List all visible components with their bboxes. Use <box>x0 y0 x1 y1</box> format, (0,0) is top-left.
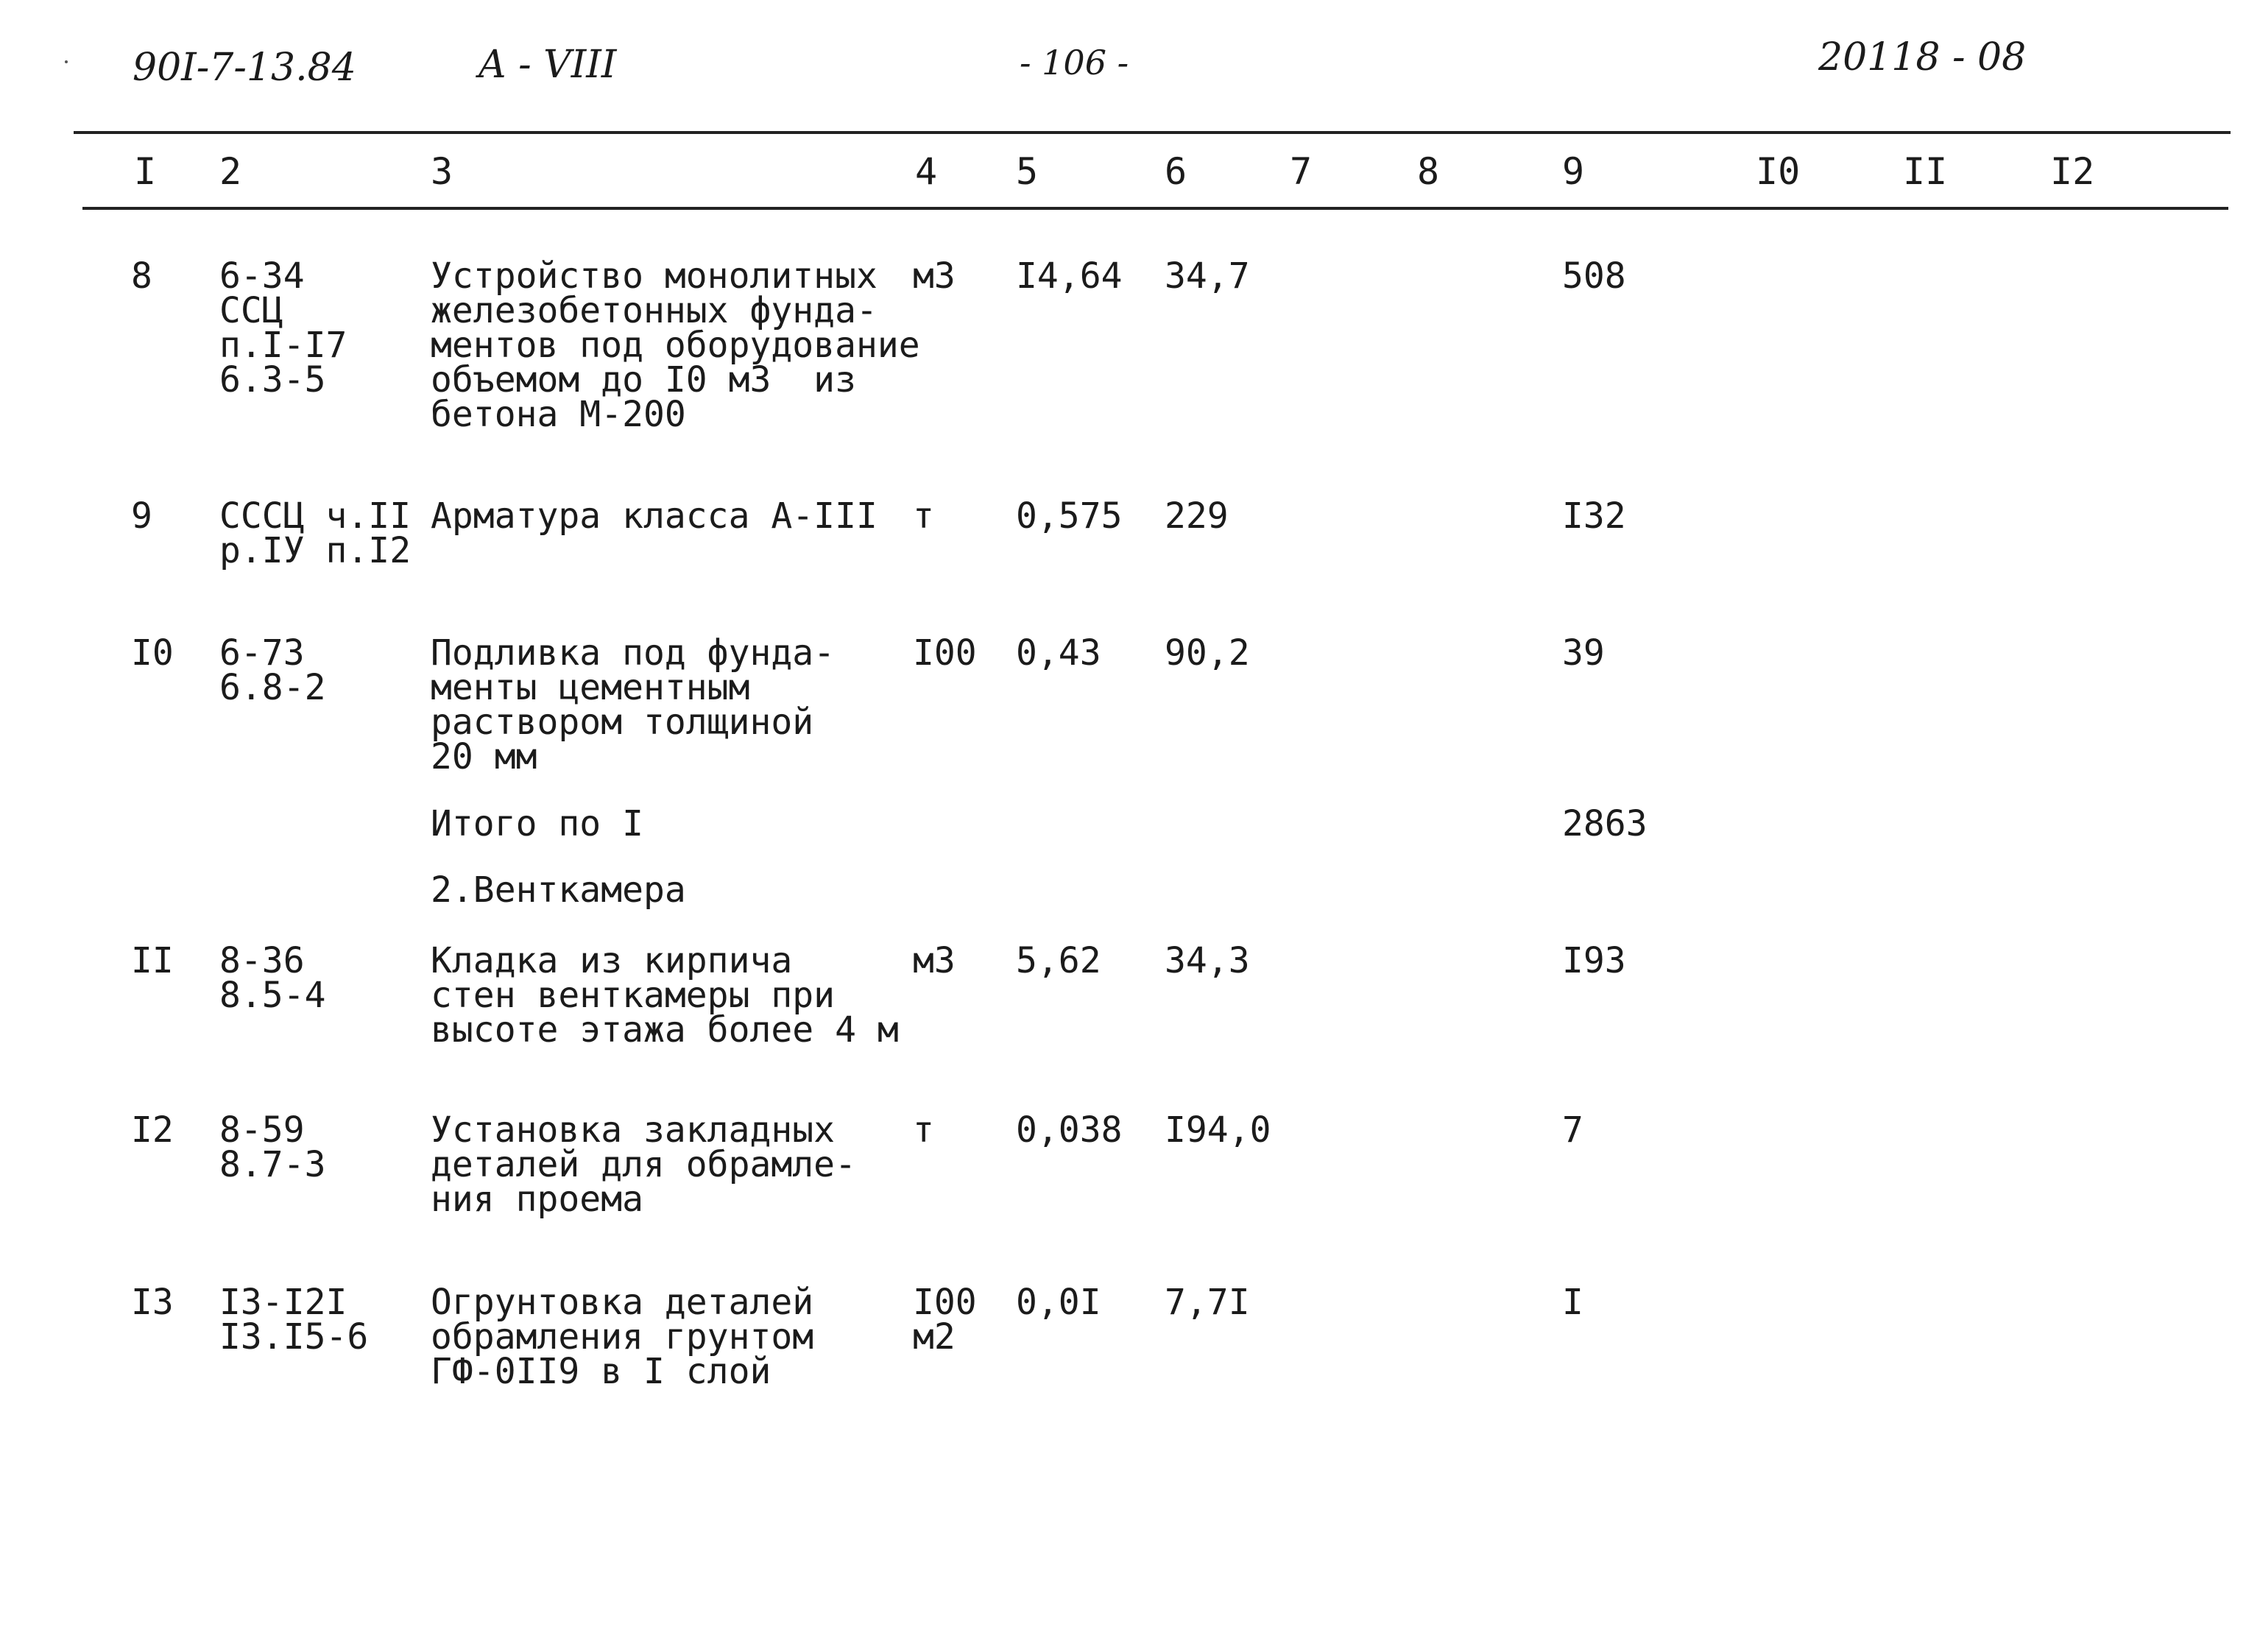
unit-price: I94,0 <box>1165 1109 1271 1151</box>
total-cost: 508 <box>1562 255 1626 297</box>
quantity: 5,62 <box>1016 940 1101 981</box>
total-cost: I32 <box>1562 495 1626 537</box>
rate-code: I3-I2I I3.I5-6 <box>219 1282 369 1358</box>
unit: м3 <box>913 940 956 981</box>
work-description: Установка закладных деталей для обрамле- ния проема <box>431 1109 856 1220</box>
column-header-10: I0 <box>1756 150 1801 193</box>
total-cost: 39 <box>1562 632 1605 674</box>
table-header-rule <box>82 207 2228 210</box>
unit: т <box>913 1109 934 1151</box>
unit-price: 34,7 <box>1165 255 1250 297</box>
rate-code: 8-36 8.5-4 <box>219 940 326 1016</box>
row-number: I3 <box>131 1282 174 1323</box>
unit-price: 34,3 <box>1165 940 1250 981</box>
rate-code: 6-34 ССЦ п.I-I7 6.3-5 <box>219 255 347 400</box>
column-header-6: 6 <box>1165 150 1187 193</box>
row-number: II <box>131 940 174 981</box>
page-number: - 106 - <box>1020 43 1129 82</box>
row-number: 8 <box>131 255 152 297</box>
unit-price: 229 <box>1165 495 1229 537</box>
unit: т <box>913 495 934 537</box>
column-header-1: I <box>134 150 157 193</box>
table-top-rule <box>74 131 2231 134</box>
unit-price: 7,7I <box>1165 1282 1250 1323</box>
unit-price: 90,2 <box>1165 632 1250 674</box>
unit: I00 <box>913 632 977 674</box>
document-number: 20118 - 08 <box>1818 35 2027 80</box>
work-description: Подливка под фунда- менты цементным раствором толщиной 20 мм <box>431 632 836 777</box>
unit: м3 <box>913 255 956 297</box>
total-cost: I93 <box>1562 940 1626 981</box>
series-code: 90I-7-13.84 <box>133 46 356 90</box>
column-header-12: I2 <box>2050 150 2095 193</box>
work-description: Огрунтовка деталей обрамления грунтом ГФ-0II9 в I слой <box>431 1282 814 1392</box>
rate-code: 8-59 8.7-3 <box>219 1109 326 1185</box>
column-header-8: 8 <box>1417 150 1440 193</box>
quantity: 0,0I <box>1016 1282 1101 1323</box>
unit: I00 м2 <box>913 1282 977 1358</box>
quantity: I4,64 <box>1016 255 1123 297</box>
section-heading: 2.Венткамера <box>431 869 686 911</box>
row-number: I0 <box>131 632 174 674</box>
subtotal-value: 2863 <box>1562 803 1648 844</box>
column-header-4: 4 <box>915 150 938 193</box>
column-header-2: 2 <box>219 150 242 193</box>
subtotal-label: Итого по I <box>431 803 643 844</box>
rate-code: 6-73 6.8-2 <box>219 632 326 708</box>
quantity: 0,038 <box>1016 1109 1123 1151</box>
total-cost: I <box>1562 1282 1583 1323</box>
column-header-3: 3 <box>431 150 453 193</box>
column-header-9: 9 <box>1562 150 1585 193</box>
quantity: 0,43 <box>1016 632 1101 674</box>
column-header-5: 5 <box>1016 150 1039 193</box>
scan-speck <box>65 60 68 63</box>
rate-code: СССЦ ч.II р.IУ п.I2 <box>219 495 412 571</box>
sheet-designation: A - VIII <box>479 43 617 87</box>
work-description: Устройство монолитных железобетонных фунда- ментов под оборудование объемом до I0 м3 из бетона М-200 <box>431 255 920 435</box>
column-header-7: 7 <box>1290 150 1313 193</box>
column-header-11: II <box>1903 150 1948 193</box>
total-cost: 7 <box>1562 1109 1583 1151</box>
work-description: Кладка из кирпича стен венткамеры при высоте этажа более 4 м <box>431 940 899 1051</box>
row-number: 9 <box>131 495 152 537</box>
quantity: 0,575 <box>1016 495 1123 537</box>
row-number: I2 <box>131 1109 174 1151</box>
work-description: Арматура класса А-III <box>431 495 877 537</box>
